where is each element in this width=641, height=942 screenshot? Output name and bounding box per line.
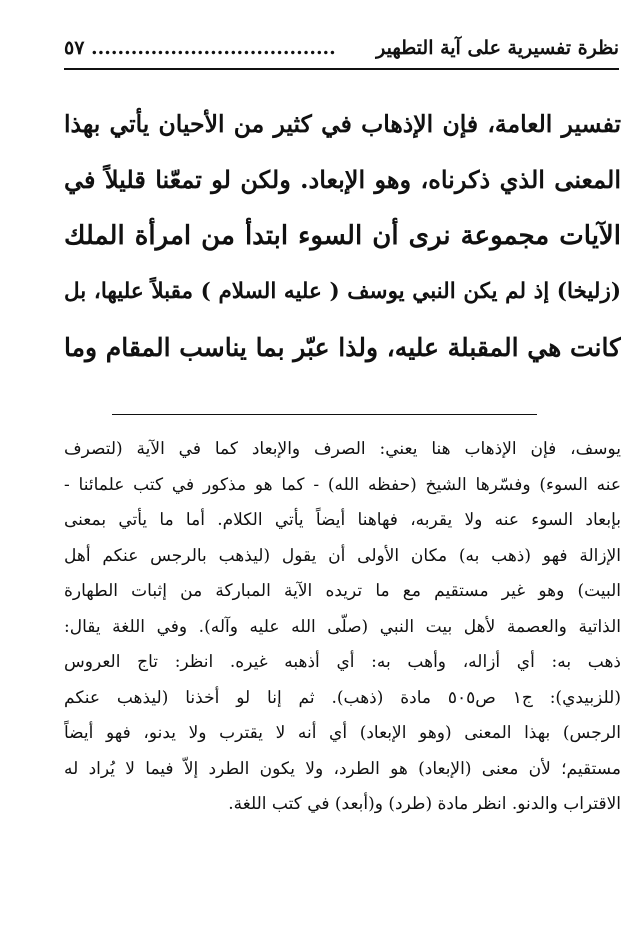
- main-text-line: كانت هي المقبلة عليه، ولذا عبّر بما يناسب المقام وما: [64, 333, 621, 362]
- main-text-line: (زليخا) إذ لم يكن النبي يوسف ( عليه السلام ) مقبلاً عليها، بل: [64, 279, 621, 304]
- footnote-line: البيت) وهو غير مستقيم مع ما تريده الآية المباركة من إثبات الطهارة: [64, 581, 621, 601]
- footnote-line: الرجس) بهذا المعنى (وهو الإبعاد) أي أنه لا يقترب ولا يدنو، فهو أيضاً: [64, 723, 621, 743]
- footnote-line: (للزبيدي): ج١ ص٥٠٥ مادة (ذهب). ثم إنا لو أخذنا (ليذهب عنكم: [64, 687, 621, 708]
- main-text: [64, 96, 621, 376]
- footnote-line: يوسف، فإن الإذهاب هنا يعني: الصرف والإبعاد كما في الآية (لتصرف: [64, 439, 621, 459]
- running-header: [64, 28, 619, 68]
- main-text-line: الآيات مجموعة نرى أن السوء ابتدأ من امرأة الملك: [64, 221, 621, 251]
- footnote-line: مستقيم؛ لأن معنى (الإبعاد) هو الطرد، ولا يكون الطرد إلاّ فيما لا يُراد له: [64, 758, 621, 779]
- main-text-line: المعنى الذي ذكرناه، وهو الإبعاد. ولكن لو تمعّنا قليلاً في: [64, 165, 621, 194]
- header-rule: [64, 68, 619, 70]
- footnote-line: الاقتراب والدنو. انظر مادة (طرد) و(أبعد) في كتب اللغة.: [228, 794, 621, 814]
- footnote-line: بإبعاد السوء عنه ولا يقربه، فهاهنا أيضاً يأتي الكلام. أما ما يأتي بمعنى: [64, 510, 621, 530]
- page-number: ..................................... ٥٧: [64, 37, 336, 59]
- footnote-line: الذاتية والعصمة لأهل بيت النبي (صلّى الله عليه وآله). وفي اللغة يقال:: [64, 616, 621, 637]
- main-text-line: تفسير العامة، فإن الإذهاب في كثير من الأحيان يأتي بهذا: [64, 110, 621, 138]
- footnote-line: ذهب به: أي أزاله، وأهب به: أي أذهبه غيره. انظر: تاج العروس: [64, 652, 621, 672]
- footnote-line: الإزالة فهو (ذهب به) مكان الأولى أن يقول (ليذهب بالرجس عنكم أهل: [64, 545, 621, 566]
- footnote: [64, 432, 621, 823]
- footnote-line: عنه السوء) وفسّرها الشيخ (حفظه الله) - كما هو مذكور في كتب علمائنا -: [64, 474, 621, 495]
- header-title: نظرة تفسيرية على آية التطهير: [376, 37, 619, 59]
- footnote-separator: [112, 414, 537, 415]
